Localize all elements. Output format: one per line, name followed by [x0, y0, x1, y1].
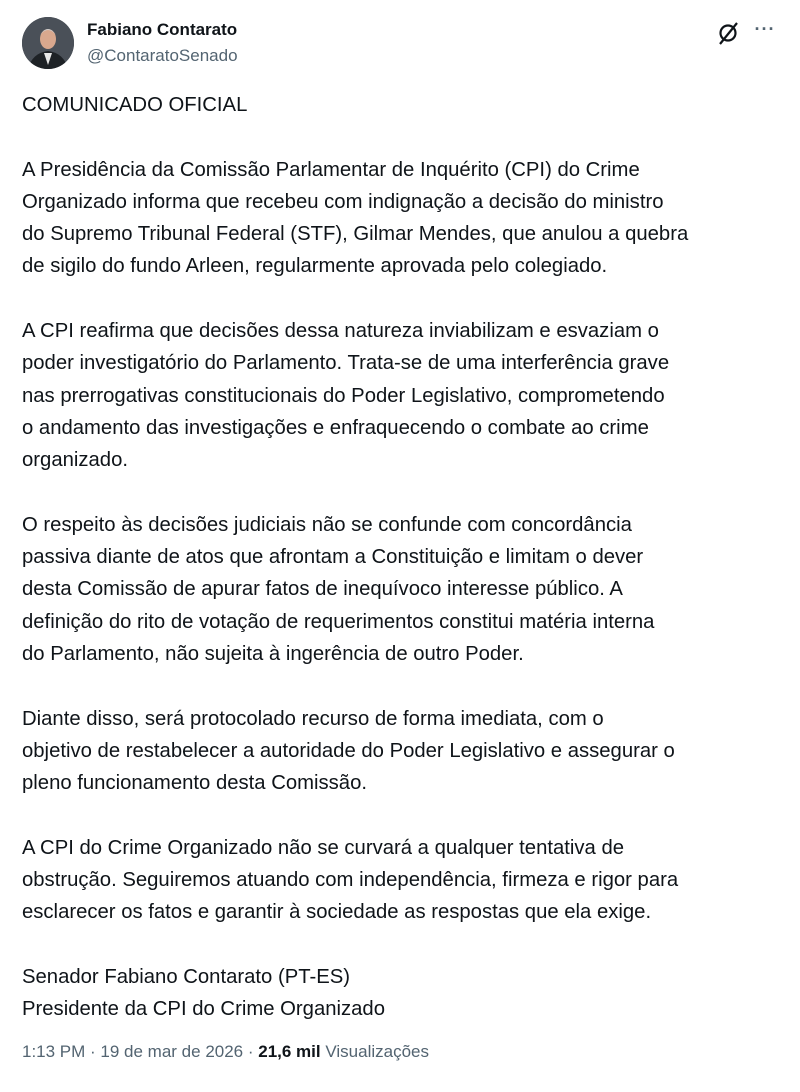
text-line: passiva diante de atos que afrontam a Constituição e limitam o dever [22, 546, 644, 569]
views-label: Visualizações [325, 1042, 429, 1061]
text-line: definição do rito de votação de requerimentos constitui matéria interna [22, 610, 655, 633]
grok-icon[interactable] [716, 20, 742, 46]
tweet-text [22, 89, 688, 1058]
text-line: objetivo de restabelecer a autoridade do Poder Legislativo e assegurar o [22, 739, 675, 762]
text-line: COMUNICADO OFICIAL [22, 94, 248, 116]
tweet-paragraph [22, 703, 688, 800]
text-line: A CPI do Crime Organizado não se curvará a qualquer tentativa de [22, 836, 625, 859]
text-line: nas prerrogativas constitucionais do Poder Legislativo, comprometendo [22, 384, 665, 407]
tweet-paragraph [22, 315, 688, 476]
tweet-paragraph [22, 509, 688, 670]
separator: · [243, 1042, 259, 1061]
text-line: A CPI reafirma que decisões dessa natureza inviabilizam e esvaziam o [22, 320, 659, 343]
text-line: Organizado informa que recebeu com indignação a decisão do ministro [22, 190, 664, 213]
timestamp-date[interactable]: 19 de mar de 2026 [100, 1042, 244, 1061]
avatar[interactable] [22, 17, 74, 69]
text-line: O respeito às decisões judiciais não se confunde com concordância [22, 513, 632, 536]
tweet-paragraph [22, 832, 688, 929]
text-line: Diante disso, será protocolado recurso de forma imediata, com o [22, 707, 604, 730]
text-line: Presidente da CPI do Crime Organizado [22, 998, 385, 1021]
text-line: do Supremo Tribunal Federal (STF), Gilmar Mendes, que anulou a quebra [22, 223, 689, 246]
text-line: poder investigatório do Parlamento. Trata-se de uma interferência grave [22, 352, 670, 375]
text-line: desta Comissão de apurar fatos de inequívoco interesse público. A [22, 578, 623, 601]
text-line: Senador Fabiano Contarato (PT-ES) [22, 966, 351, 989]
tweet-paragraph [22, 89, 688, 121]
text-line: de sigilo do fundo Arleen, regularmente aprovada pelo colegiado. [22, 255, 608, 278]
views-count: 21,6 mil [258, 1042, 321, 1061]
author-name[interactable]: Fabiano Contarato [87, 20, 238, 39]
more-icon[interactable]: ··· [754, 19, 776, 39]
text-line: A Presidência da Comissão Parlamentar de Inquérito (CPI) do Crime [22, 158, 640, 181]
text-line: do Parlamento, não sujeita à ingerência de outro Poder. [22, 643, 524, 666]
tweet-metadata [22, 1042, 429, 1062]
text-line: esclarecer os fatos e garantir à sociedade as respostas que ela exige. [22, 901, 652, 924]
timestamp-time[interactable]: 1:13 PM [22, 1042, 86, 1061]
text-line: pleno funcionamento desta Comissão. [22, 772, 367, 795]
tweet-paragraph [22, 961, 688, 1026]
text-line: organizado. [22, 449, 128, 472]
author-handle[interactable]: @ContaratoSenado [87, 46, 238, 65]
separator: · [85, 1042, 101, 1061]
text-line: o andamento das investigações e enfraquecendo o combate ao crime [22, 416, 649, 439]
text-line: obstrução. Seguiremos atuando com independência, firmeza e rigor para [22, 869, 679, 892]
tweet-paragraph [22, 154, 688, 283]
